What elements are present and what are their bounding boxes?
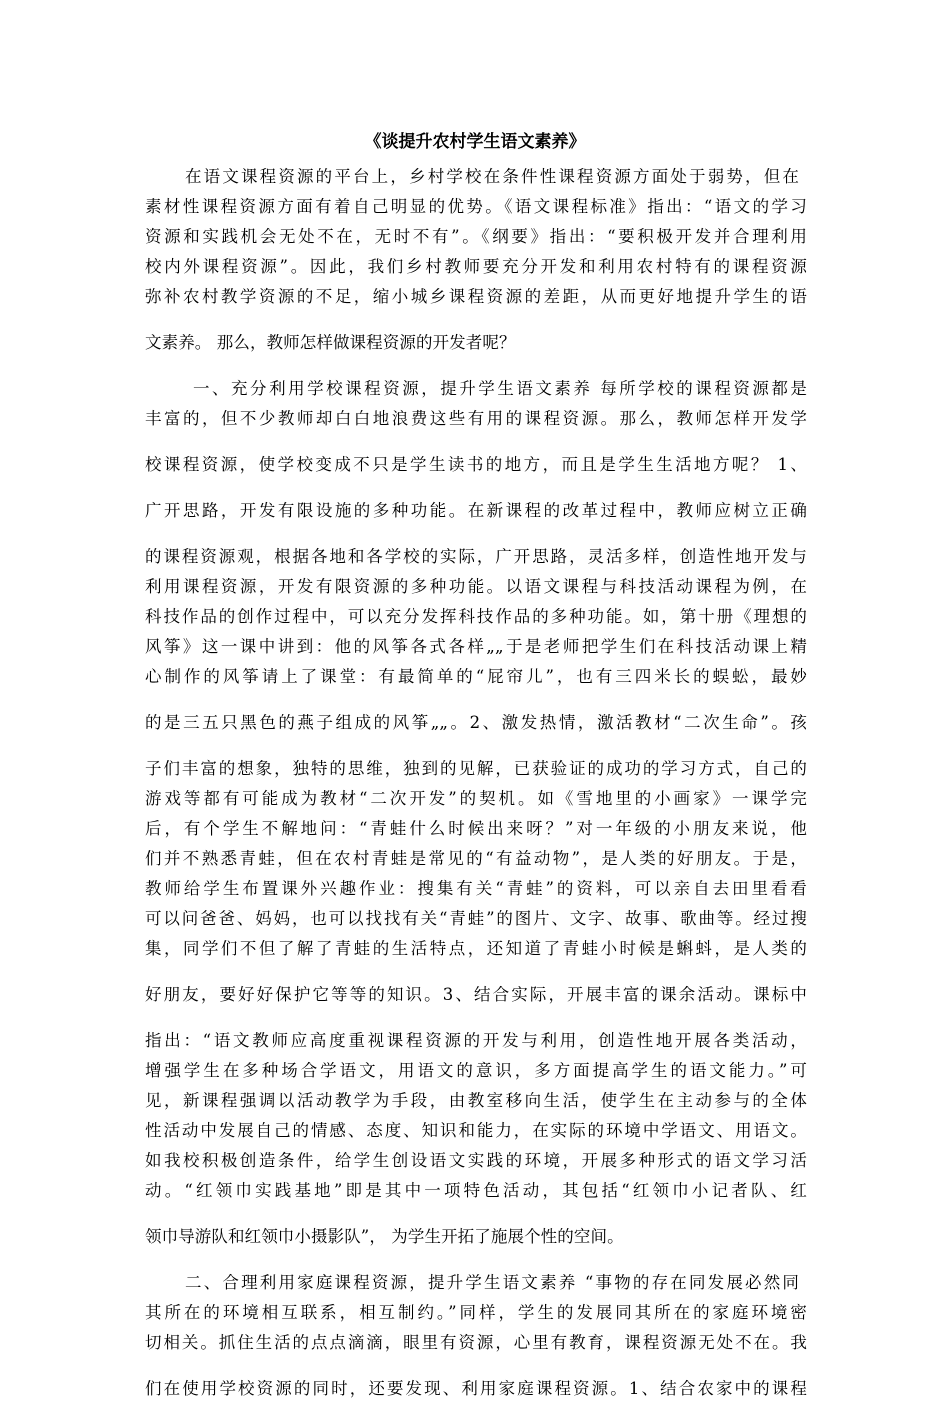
text-line: 可以问爸爸、妈妈，也可以找找有关“青蛙”的图片、文字、故事、歌曲等。经过搜 <box>145 909 807 928</box>
text-line: 文素养。 那么，教师怎样做课程资源的开发者呢？ <box>145 333 516 352</box>
text-line: 的课程资源观，根据各地和各学校的实际，广开思路，灵活多样，创造性地开发与 <box>145 547 807 566</box>
text-line: 领巾导游队和红领巾小摄影队”， 为学生开拓了施展个性的空间。 <box>145 1227 624 1246</box>
text-line: 丰富的，但不少教师却白白地浪费这些有用的课程资源。那么，教师怎样开发学 <box>145 409 807 428</box>
text-line: 的是三五只黑色的燕子组成的风筝„„。2、激发热情，激活教材“二次生命”。孩 <box>145 713 807 732</box>
text-line: 素材性课程资源方面有着自己明显的优势。《语文课程标准》指出：“语文的学习 <box>145 197 807 216</box>
text-line: 一、充分利用学校课程资源，提升学生语文素养 每所学校的课程资源都是 <box>193 379 807 398</box>
text-line: 游戏等都有可能成为教材“二次开发”的契机。如《雪地里的小画家》一课学完 <box>145 789 807 808</box>
text-line: 校内外课程资源”。因此，我们乡村教师要充分开发和利用农村特有的课程资源 <box>145 257 807 276</box>
text-line: 们并不熟悉青蛙，但在农村青蛙是常见的“有益动物”，是人类的好朋友。于是， <box>145 849 807 868</box>
text-line: 弥补农村教学资源的不足，缩小城乡课程资源的差距，从而更好地提升学生的语 <box>145 287 807 306</box>
text-line: 集，同学们不但了解了青蛙的生活特点，还知道了青蛙小时候是蝌蚪，是人类的 <box>145 939 807 958</box>
text-line: 子们丰富的想象，独特的思维，独到的见解，已获验证的成功的学习方式，自己的 <box>145 759 807 778</box>
text-line: 如我校积极创造条件，给学生创设语文实践的环境，开展多种形式的语文学习活 <box>145 1151 807 1170</box>
text-line: 增强学生在多种场合学语文，用语文的意识，多方面提高学生的语文能力。”可 <box>145 1061 807 1080</box>
text-line: 心制作的风筝请上了课堂：有最简单的“屁帘儿”，也有三四米长的蜈蚣，最妙 <box>145 667 807 686</box>
text-line: 教师给学生布置课外兴趣作业：搜集有关“青蛙”的资料，可以亲自去田里看看 <box>145 879 807 898</box>
text-line: 利用课程资源，开发有限资源的多种功能。以语文课程与科技活动课程为例，在 <box>145 577 807 596</box>
text-line: 们在使用学校资源的同时，还要发现、利用家庭课程资源。1、结合农家中的课程 <box>145 1379 807 1398</box>
document-title: 《谈提升农村学生语文素养》 <box>364 132 586 152</box>
text-line: 指出：“语文教师应高度重视课程资源的开发与利用，创造性地开展各类活动， <box>145 1031 807 1050</box>
text-line: 科技作品的创作过程中，可以充分发挥科技作品的多种功能。如，第十册《理想的 <box>145 607 807 626</box>
text-line: 广开思路，开发有限设施的多种功能。在新课程的改革过程中，教师应树立正确 <box>145 501 807 520</box>
text-line: 风筝》这一课中讲到：他的风筝各式各样„„于是老师把学生们在科技活动课上精 <box>145 637 807 656</box>
text-line: 校课程资源，使学校变成不只是学生读书的地方，而且是学生生活地方呢？ 1、 <box>145 455 807 474</box>
document-body <box>145 162 825 1404</box>
text-line: 其所在的环境相互联系，相互制约。”同样，学生的发展同其所在的家庭环境密 <box>145 1303 807 1322</box>
text-line: 好朋友，要好好保护它等等的知识。3、结合实际，开展丰富的课余活动。课标中 <box>145 985 807 1004</box>
text-line: 性活动中发展自己的情感、态度、知识和能力，在实际的环境中学语文、用语文。 <box>145 1121 807 1140</box>
text-line: 见，新课程强调以活动教学为手段，由教室移向生活，使学生在主动参与的全体 <box>145 1091 807 1110</box>
text-line: 资源和实践机会无处不在，无时不有”。《纲要》指出：“要积极开发并合理利用 <box>145 227 807 246</box>
text-line: 后，有个学生不解地问：“青蛙什么时候出来呀？”对一年级的小朋友来说，他 <box>145 819 807 838</box>
text-line: 二、合理利用家庭课程资源，提升学生语文素养 “事物的存在同发展必然同 <box>185 1273 799 1292</box>
text-line: 切相关。抓住生活的点点滴滴，眼里有资源，心里有教育，课程资源无处不在。我 <box>145 1333 807 1352</box>
text-line: 在语文课程资源的平台上，乡村学校在条件性课程资源方面处于弱势，但在 <box>185 167 799 186</box>
text-line: 动。“红领巾实践基地”即是其中一项特色活动，其包括“红领巾小记者队、红 <box>145 1181 807 1200</box>
